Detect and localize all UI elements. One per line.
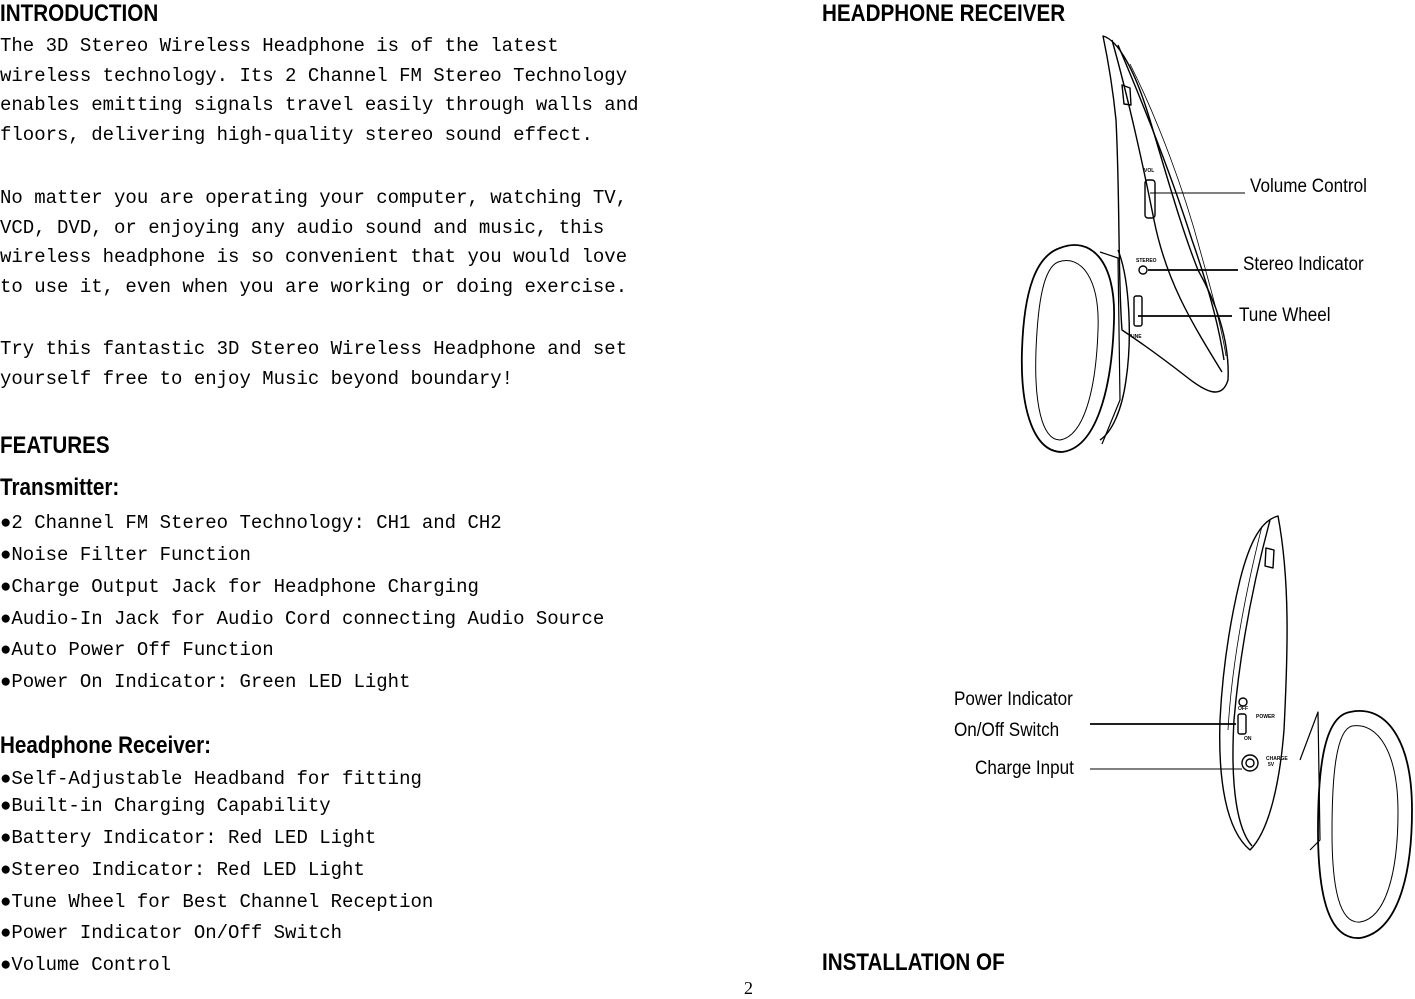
receiver-item: ●Self-Adjustable Headband for fitting [0, 768, 422, 790]
volume-control-label: Volume Control [1250, 176, 1367, 197]
intro-paragraph-3: Try this fantastic 3D Stereo Wireless Headphone and set yourself free to enjoy Music beyond boundary! [0, 338, 628, 390]
device-mark-charge-voltage: 5V [1268, 762, 1275, 768]
headphone-bottom-illustration [1090, 516, 1412, 938]
transmitter-item: ●Charge Output Jack for Headphone Charging [0, 576, 479, 598]
device-mark-tune: TUNE [1128, 334, 1142, 340]
features-heading: FEATURES [0, 432, 110, 459]
device-mark-on: ON [1244, 736, 1252, 742]
installation-heading: INSTALLATION OF [822, 949, 1005, 976]
transmitter-item: ●2 Channel FM Stereo Technology: CH1 and CH2 [0, 512, 502, 534]
receiver-item: ●Battery Indicator: Red LED Light [0, 827, 377, 849]
page-number: 2 [744, 978, 753, 998]
power-indicator-label: Power Indicator [954, 689, 1073, 710]
receiver-item: ●Stereo Indicator: Red LED Light [0, 859, 365, 881]
receiver-item: ●Volume Control [0, 954, 172, 976]
transmitter-item: ●Auto Power Off Function [0, 639, 274, 661]
receiver-item: ●Tune Wheel for Best Channel Reception [0, 891, 434, 913]
stereo-indicator-label: Stereo Indicator [1243, 254, 1364, 275]
receiver-item: ●Power Indicator On/Off Switch [0, 922, 343, 944]
transmitter-heading: Transmitter: [0, 474, 120, 501]
on-off-switch-label: On/Off Switch [954, 720, 1060, 741]
headphone-receiver-title: HEADPHONE RECEIVER [822, 0, 1066, 27]
transmitter-item: ●Power On Indicator: Green LED Light [0, 671, 411, 693]
transmitter-item: ●Audio-In Jack for Audio Cord connecting Audio Source [0, 608, 605, 630]
device-mark-power: POWER [1256, 714, 1275, 720]
introduction-heading: INTRODUCTION [0, 0, 159, 27]
headphone-receiver-heading: Headphone Receiver: [0, 732, 212, 759]
transmitter-item: ●Noise Filter Function [0, 544, 251, 566]
device-mark-off: OFF [1238, 706, 1248, 712]
charge-input-label: Charge Input [975, 758, 1074, 779]
intro-paragraph-1: The 3D Stereo Wireless Headphone is of the latest wireless technology. Its 2 Channel FM Stereo Technology enables emitting signals travel easily through walls and floors, delivering high-quality stereo sound effect. [0, 35, 639, 146]
device-mark-stereo: STEREO [1136, 258, 1157, 264]
receiver-item: ●Built-in Charging Capability [0, 795, 331, 817]
headphone-top-illustration [1022, 36, 1245, 452]
device-mark-charge: CHARGE [1266, 756, 1288, 762]
tune-wheel-label: Tune Wheel [1239, 305, 1331, 326]
device-mark-vol: VOL [1144, 168, 1155, 174]
intro-paragraph-2: No matter you are operating your computer, watching TV, VCD, DVD, or enjoying any audio sound and music, this wireless headphone is so convenient that you would love to use it, even when you are working or doing exercise. [0, 187, 628, 298]
